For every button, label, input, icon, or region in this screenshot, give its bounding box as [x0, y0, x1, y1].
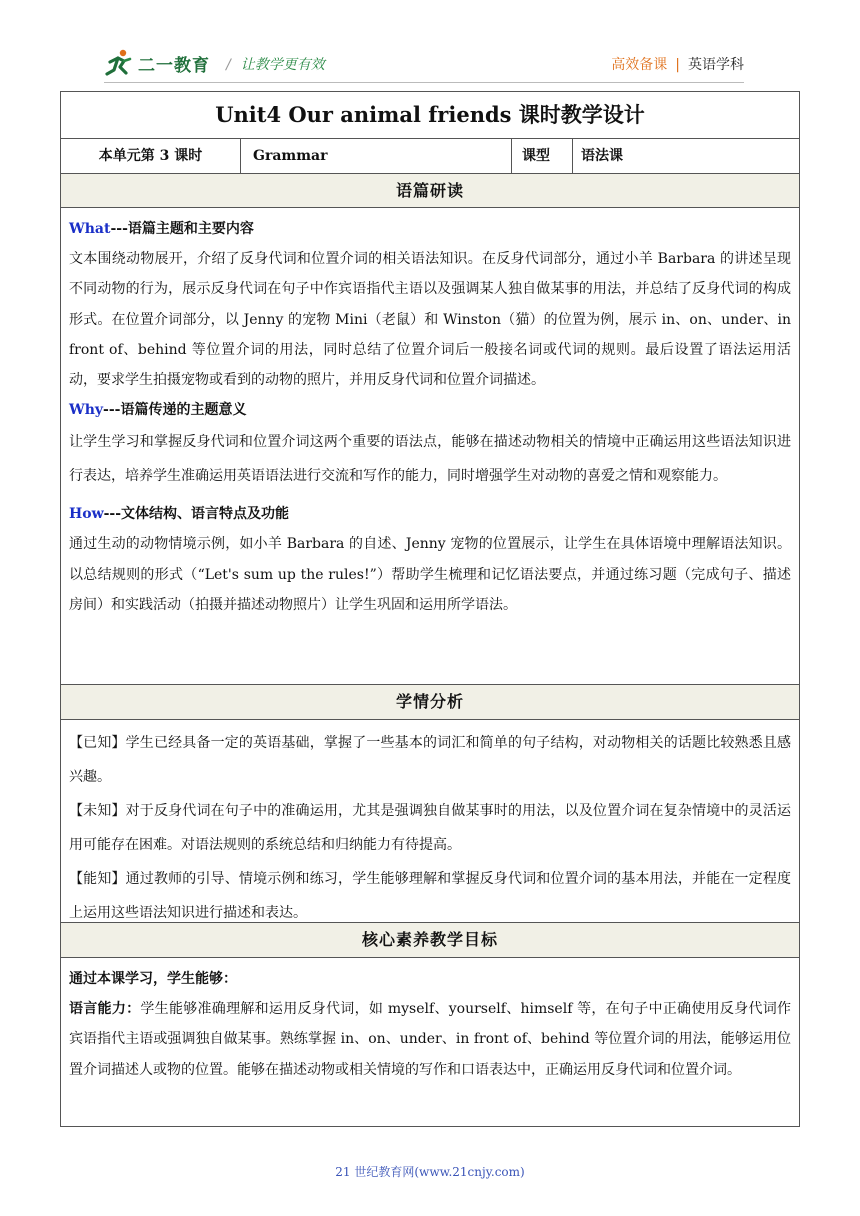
section-heading-analysis: 学情分析 — [61, 685, 799, 720]
lesson-topic: Grammar — [241, 139, 512, 173]
what-paragraph: 文本围绕动物展开，介绍了反身代词和位置介词的相关语法知识。在反身代词部分，通过小羊 Barbara 的讲述呈现不同动物的行为，展示反身代词在句子中作宾语指代主语以及强调某人独自做某事的用法，并总结了反身代词的构成形式。在位置介词部分，以 Jenny 的宠物 Mini（老鼠）和 Winston（猫）的位置为例，展示 in、on、under、in front of、behind 等位置介词的用法，同时总结了位置介词后一般接名词或代词的规则。最后设置了语法运用活动，要求学生拍摄宠物或看到的动物的照片，并用反身代词和位置介词描述。 — [69, 251, 791, 389]
runner-logo-icon — [104, 48, 134, 78]
how-heading: How---文体结构、语言特点及功能 — [69, 506, 290, 523]
section-heading-reading: 语篇研读 — [61, 174, 799, 208]
lesson-number: 本单元第 3 课时 — [61, 139, 241, 173]
page-header — [0, 0, 860, 90]
document-title: Unit4 Our animal friends 课时教学设计 — [61, 92, 799, 139]
lesson-plan-table — [60, 91, 800, 1127]
why-paragraph: 让学生学习和掌握反身代词和位置介词这两个重要的语法点，能够在描述动物相关的情境中正确运用这些语法知识进行表达，培养学生准确运用英语语法进行交流和写作的能力，同时增强学生对动物的喜爱之情和观察能力。 — [69, 434, 791, 485]
section-body-analysis — [61, 720, 799, 923]
lesson-meta-row — [61, 139, 799, 174]
lesson-type-value: 语法课 — [581, 148, 623, 164]
why-heading: Why---语篇传递的主题意义 — [69, 402, 247, 419]
able-paragraph: 【能知】通过教师的引导、情境示例和练习，学生能够理解和掌握反身代词和位置介词的基本用法，并能在一定程度上运用这些语法知识进行描述和表达。 — [69, 871, 791, 921]
lesson-type-label: 课型 — [512, 139, 573, 173]
section-body-goals — [61, 958, 799, 1126]
logo-text: 二一教育 — [138, 55, 210, 76]
what-heading: What---语篇主题和主要内容 — [69, 221, 254, 237]
header-subject: 高效备课 | 英语学科 — [611, 57, 744, 73]
header-divider — [104, 82, 744, 83]
language-ability-paragraph: 语言能力：学生能够准确理解和运用反身代词，如 myself、yourself、himself 等，在句子中正确使用反身代词作宾语指代主语或强调独自做某事。熟练掌握 in、on、under、in front of、behind 等位置介词的用法，能够运用位置介词描述人或物的位置。能够在描述动物或相关情境的写作和口语表达中，正确运用反身代词和位置介词。 — [69, 1001, 792, 1078]
logo — [104, 46, 210, 80]
known-paragraph: 【已知】学生已经具备一定的英语基础，掌握了一些基本的词汇和简单的句子结构，对动物相关的话题比较熟悉且感兴趣。 — [69, 735, 791, 785]
section-heading-goals: 核心素养教学目标 — [61, 923, 799, 958]
section-body-reading — [61, 208, 799, 685]
goals-intro: 通过本课学习，学生能够： — [69, 971, 237, 987]
page-footer: 21 世纪教育网(www.21cnjy.com) — [335, 1165, 525, 1179]
header-label-prep: 高效备课 — [611, 57, 668, 73]
header-label-subject: 英语学科 — [688, 57, 744, 73]
unknown-paragraph: 【未知】对于反身代词在句子中的准确运用，尤其是强调独自做某事时的用法，以及位置介词在复杂情境中的灵活运用可能存在困难。对语法规则的系统总结和归纳能力有待提高。 — [69, 803, 791, 853]
how-paragraph: 通过生动的动物情境示例，如小羊 Barbara 的自述、Jenny 宠物的位置展示，让学生在具体语境中理解语法知识。以总结规则的形式（“Let's sum up the rules!”）帮助学生梳理和记忆语法要点，并通过练习题（完成句子、描述房间）和实践活动（拍摄并描述动物照片）让学生巩固和运用所学语法。 — [69, 536, 791, 614]
slogan: / 让教学更有效 — [226, 57, 325, 73]
